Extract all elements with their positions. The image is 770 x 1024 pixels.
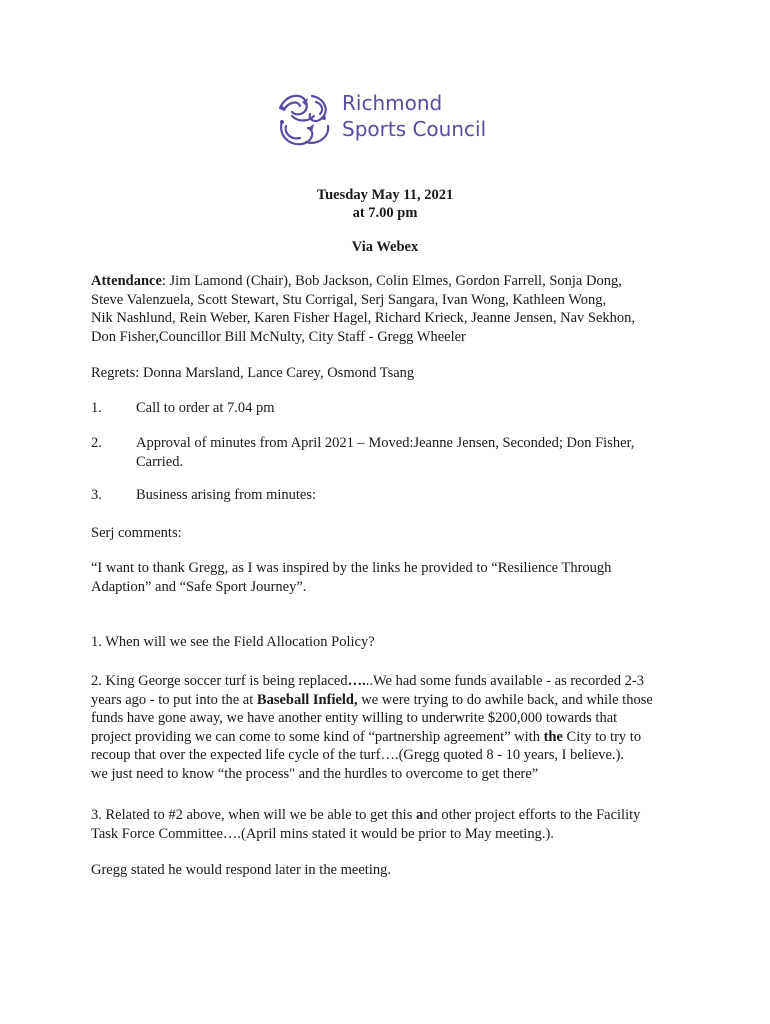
serj-quote <box>91 559 691 596</box>
agenda-num-2: 2. <box>91 435 102 451</box>
quote-line-2: Adaption” and “Safe Sport Journey”. <box>91 578 307 595</box>
q2-line1-b: …. <box>347 673 366 689</box>
meeting-venue: Via Webex <box>351 239 419 255</box>
meeting-date: Tuesday May 11, 2021 <box>316 187 454 203</box>
q3-line1-b: a <box>415 807 424 823</box>
logo-line2: Sports Council <box>342 117 487 141</box>
agenda-item-2 <box>136 434 696 471</box>
q3-line1-c: nd other project efforts to the Facility <box>423 807 641 823</box>
logo <box>272 88 512 150</box>
attendance-line-4: Don Fisher,Councillor Bill McNulty, City Staff - Gregg Wheeler <box>91 328 466 345</box>
q2-line2-b: Baseball Infield, <box>256 691 358 708</box>
agenda-num-1: 1. <box>91 400 102 416</box>
gregg-response: Gregg stated he would respond later in the meeting. <box>91 862 391 878</box>
agenda-item-2-line-2: Carried. <box>136 453 184 470</box>
quote-line-1: “I want to thank Gregg, as I was inspired by the links he provided to “Resilience Through <box>91 560 612 576</box>
q2-line6: we just need to know “the process" and the hurdles to overcome to get there” <box>91 765 539 782</box>
meeting-time: at 7.00 pm <box>352 205 418 221</box>
attendance-line-3: Nik Nashlund, Rein Weber, Karen Fisher Hagel, Richard Krieck, Jeanne Jensen, Nav Sekhon, <box>91 310 636 326</box>
agenda-item-1-line: Call to order at 7.04 pm <box>136 400 275 416</box>
q2-line4-b: the <box>543 728 563 745</box>
attendance-line-1: : Jim Lamond (Chair), Bob Jackson, Colin Elmes, Gordon Farrell, Sonja Dong, <box>161 273 622 289</box>
attendance <box>91 272 691 346</box>
question-2 <box>91 672 691 783</box>
serj-comments-label: Serj comments: <box>91 525 182 541</box>
agenda-num-3: 3. <box>91 487 102 503</box>
agenda-item-1 <box>136 399 696 418</box>
attendance-line-2: Steve Valenzuela, Scott Stewart, Stu Corrigal, Serj Sangara, Ivan Wong, Kathleen Wong, <box>91 291 607 308</box>
q2-line3: funds have gone away, we have another entity willing to underwrite $200,000 towards that <box>91 710 618 726</box>
agenda-item-3 <box>136 486 696 505</box>
q2-line1-c: ..We had some funds available - as recorded 2-3 <box>365 673 645 689</box>
q2-line5: recoup that over the expected life cycle of the turf….(Gregg quoted 8 - 10 years, I believe.). <box>91 747 625 763</box>
q2-line2-a: years ago - to put into the at <box>91 691 257 708</box>
question-3 <box>91 806 691 843</box>
agenda-item-2-line-1: Approval of minutes from April 2021 – Moved:Jeanne Jensen, Seconded; Don Fisher, <box>136 435 635 451</box>
q3-line2: Task Force Committee….(April mins stated it would be prior to May meeting.). <box>91 825 554 842</box>
question-1: 1. When will we see the Field Allocation Policy? <box>91 634 375 650</box>
q2-line4-c: City to try to <box>562 728 642 745</box>
q2-line4-a: project providing we can come to some kind of “partnership agreement” with <box>91 728 544 745</box>
q2-line2-c: we were trying to do awhile back, and while those <box>357 691 653 708</box>
regrets: Regrets: Donna Marsland, Lance Carey, Osmond Tsang <box>91 365 415 381</box>
agenda-item-3-line: Business arising from minutes: <box>136 487 317 503</box>
attendance-label: Attendance <box>91 273 162 289</box>
logo-text <box>342 90 486 142</box>
fish-swirl-logo-icon <box>272 88 334 150</box>
q3-line1-a: 3. Related to #2 above, when will we be able to get this <box>91 807 416 823</box>
logo-line1: Richmond <box>342 91 443 115</box>
q2-line1-a: 2. King George soccer turf is being replaced <box>91 673 348 689</box>
